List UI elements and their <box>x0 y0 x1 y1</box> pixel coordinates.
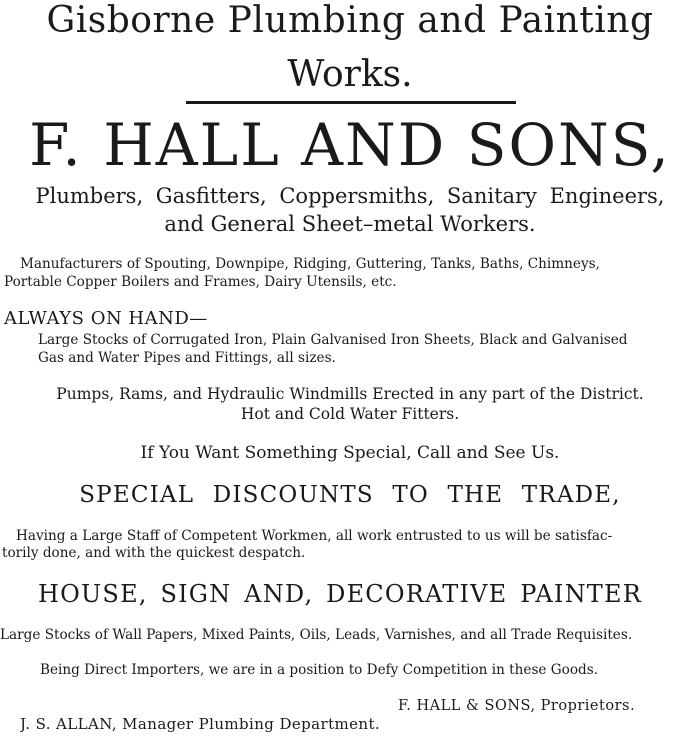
call-and-see-us: If You Want Something Special, Call and See Us. <box>140 443 560 463</box>
always-on-hand-title: ALWAYS ON HAND— <box>4 308 208 329</box>
pumps-line-2: Hot and Cold Water Fitters. <box>240 405 460 423</box>
heading-line-2: Works. <box>287 54 413 95</box>
firm-name: F. HALL AND SONS, <box>29 112 671 178</box>
manager-line: J. S. ALLAN, Manager Plumbing Department. <box>20 715 381 733</box>
proprietors-signature: F. HALL & SONS, Proprietors. <box>398 698 636 714</box>
manufacturers-line-1: Manufacturers of Spouting, Downpipe, Ridging, Guttering, Tanks, Baths, Chimneys, <box>20 256 600 272</box>
importers-line: Being Direct Importers, we are in a position to Defy Competition in these Goods. <box>40 662 599 678</box>
special-discounts-heading: SPECIAL DISCOUNTS TO THE TRADE, <box>79 482 621 508</box>
always-on-hand-line-1: Large Stocks of Corrugated Iron, Plain Galvanised Iron Sheets, Black and Galvanised <box>38 332 628 348</box>
manufacturers-line-2: Portable Copper Boilers and Frames, Dairy Utensils, etc. <box>4 274 397 290</box>
staff-line-1: Having a Large Staff of Competent Workmen, all work entrusted to us will be satisfac- <box>16 528 613 544</box>
pumps-line-1: Pumps, Rams, and Hydraulic Windmills Erected in any part of the District. <box>56 385 644 403</box>
painter-heading: HOUSE, SIGN AND, DECORATIVE PAINTER <box>38 580 642 608</box>
always-on-hand-line-2: Gas and Water Pipes and Fittings, all sizes. <box>38 350 336 366</box>
staff-line-2: torily done, and with the quickest despatch. <box>2 545 306 561</box>
heading-line-1: Gisborne Plumbing and Painting <box>46 0 654 41</box>
heading-divider <box>186 101 516 104</box>
wallpapers-line: Large Stocks of Wall Papers, Mixed Paints, Oils, Leads, Varnishes, and all Trade Requisites. <box>0 627 633 643</box>
trades-line-1: Plumbers, Gasfitters, Coppersmiths, Sanitary Engineers, <box>35 184 665 208</box>
trades-line-2: and General Sheet–metal Workers. <box>164 212 536 236</box>
